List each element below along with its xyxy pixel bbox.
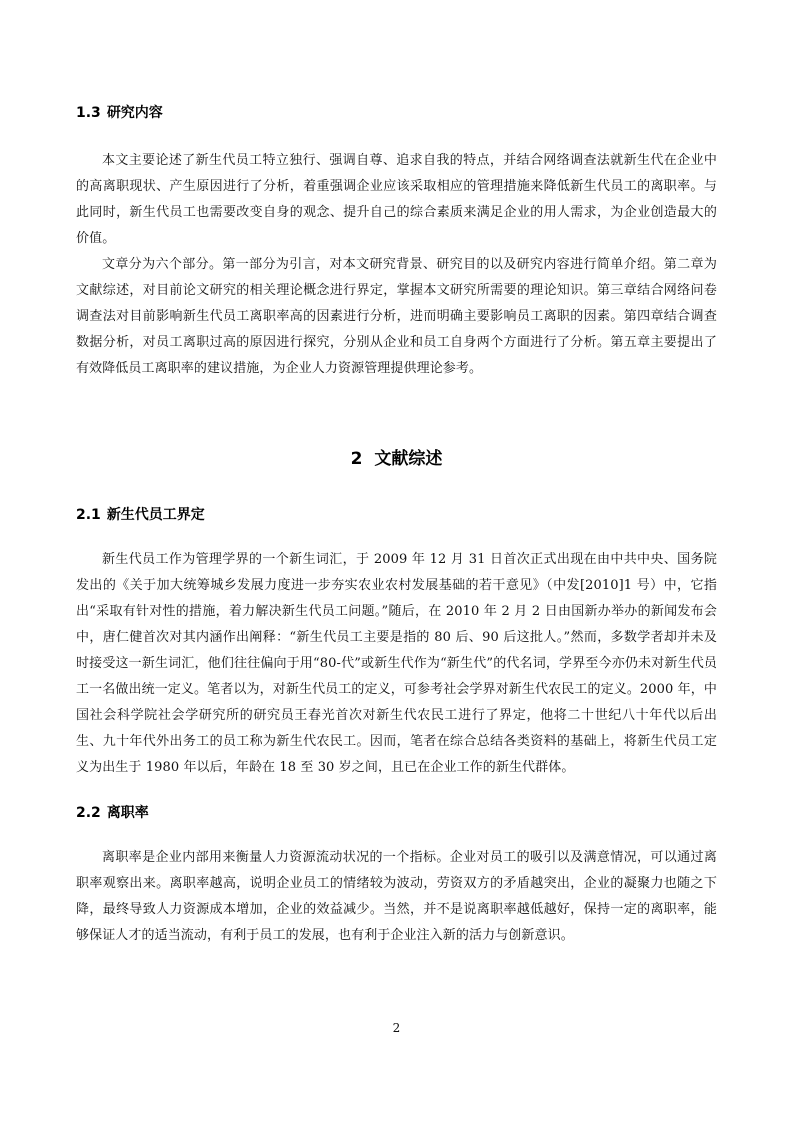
section-title: 离职率 (106, 805, 149, 821)
chapter-number: 2 (350, 449, 363, 469)
section-number: 2.2 (76, 805, 101, 821)
section-heading-2-2 (76, 803, 717, 823)
section-title: 研究内容 (106, 105, 163, 121)
paragraph: 新生代员工作为管理学界的一个新生词汇，于 2009 年 12 月 31 日首次正式出现在由中共中央、国务院发出的《关于加大统筹城乡发展力度进一步夯实农业农村发展基础的若干意见》（中发[2010]1 号）中，它指出“采取有针对性的措施，着力解决新生代员工问题。”随后，在 2010 年 2 月 2 日由国新办举办的新闻发布会中，唐仁健首次对其内涵作出阐释：“新生代员工主要是指的 80 后、90 后这批人。”然而，多数学者却并未及时接受这一新生词汇，他们往往偏向于用“80-代”或新生代作为“新生代”的代名词，学界至今亦仍未对新生代员工一名做出统一定义。笔者以为，对新生代员工的定义，可参考社会学界对新生代农民工的定义。2000 年，中国社会科学院社会学研究所的研究员王春光首次对新生代农民工进行了界定，他将二十世纪八十年代以后出生、九十年代外出务工的员工称为新生代农民工。因而，笔者在综合总结各类资料的基础上，将新生代员工定义为出生于 1980 年以后，年龄在 18 至 30 岁之间，且已在企业工作的新生代群体。 (76, 552, 717, 775)
paragraph: 离职率是企业内部用来衡量人力资源流动状况的一个指标。企业对员工的吸引以及满意情况，可以通过离职率观察出来。离职率越高，说明企业员工的情绪较为波动，劳资双方的矛盾越突出，企业的凝聚力也随之下降，最终导致人力资源成本增加，企业的效益减少。当然，并不是说离职率越低越好，保持一定的离职率，能够保证人才的适当流动，有利于员工的发展，也有利于企业注入新的活力与创新意识。 (76, 850, 717, 943)
section-title: 新生代员工界定 (106, 507, 205, 523)
chapter-heading-2 (76, 447, 717, 471)
paragraph: 本文主要论述了新生代员工特立独行、强调自尊、追求自我的特点，并结合网络调查法就新生代在企业中的高离职现状、产生原因进行了分析，着重强调企业应该采取相应的管理措施来降低新生代员工的离职率。与此同时，新生代员工也需要改变自身的观念、提升自己的综合素质来满足企业的用人需求，为企业创造最大的价值。 (76, 153, 717, 246)
section-body-1-3 (76, 148, 717, 382)
paragraph: 文章分为六个部分。第一部分为引言，对本文研究背景、研究目的以及研究内容进行简单介绍。第二章为文献综述，对目前论文研究的相关理论概念进行界定，掌握本文研究所需要的理论知识。第三章结合网络问卷调查法对目前影响新生代员工离职率高的因素进行分析，进而明确主要影响员工离职的因素。第四章结合调查数据分析，对员工离职过高的原因进行探究，分别从企业和员工自身两个方面进行了分析。第五章主要提出了有效降低员工离职率的建议措施，为企业人力资源管理提供理论参考。 (76, 257, 717, 376)
section-body-2-2 (76, 845, 717, 949)
section-heading-1-3 (76, 103, 717, 123)
page-number: 2 (392, 1021, 401, 1035)
section-body-2-1 (76, 547, 717, 781)
section-heading-2-1 (76, 505, 717, 525)
section-number: 1.3 (76, 105, 101, 121)
chapter-title: 文献综述 (374, 449, 443, 469)
section-number: 2.1 (76, 507, 101, 523)
page-content (76, 103, 717, 949)
